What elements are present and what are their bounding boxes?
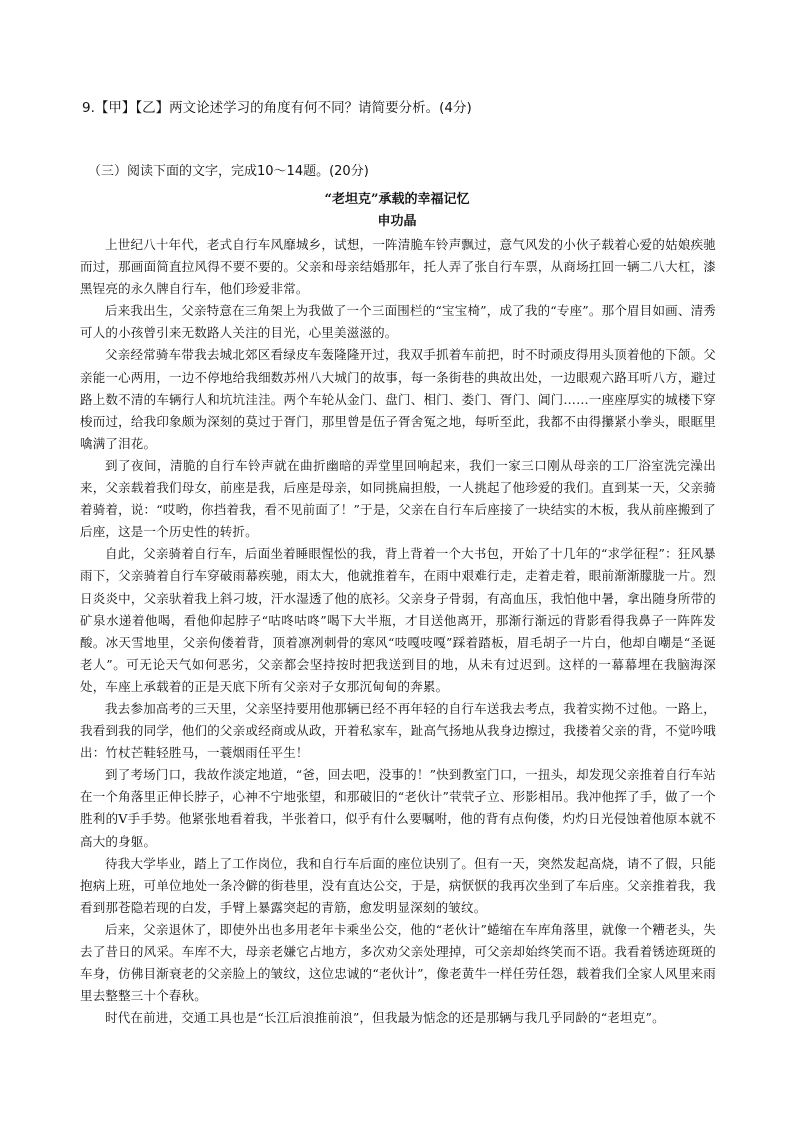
paragraph: 到了夜间，清脆的自行车铃声就在曲折幽暗的弄堂里回响起来，我们一家三口刚从母亲的工厂浴室洗完澡出来，父亲载着我们母女，前座是我，后座是母亲，如同挑扁担般，一人挑起了他珍爱的我们。直到某一天，父亲骑着骑着，说：“哎哟，你挡着我，看不见前面了！”于是，父亲在自行车后座接了一块结实的木板，我从前座搬到了后座，这是一个历史性的转折。 <box>80 457 716 540</box>
paragraph: 父亲经常骑车带我去城北郊区看绿皮车轰隆隆开过，我双手抓着车前把，时不时顽皮得用头顶着他的下颌。父亲能一心两用，一边不停地给我细数苏州八大城门的故事，每一条街巷的典故出处，一边眼观六路耳听八方，避过路上数不清的车辆行人和坑坑洼洼。两个车轮从金门、盘门、相门、娄门、胥门、阊门……一座座厚实的城楼下穿梭而过，给我印象颇为深刻的莫过于胥门，那里曾是伍子胥舍冤之地，每听至此，我都不由得攥紧小拳头，眼眶里噙满了泪花。 <box>80 347 716 451</box>
paragraph: 时代在前进，交通工具也是“长江后浪推前浪”，但我最为惦念的还是那辆与我几乎同龄的“老坦克”。 <box>105 1010 665 1026</box>
paragraph: 待我大学毕业，踏上了工作岗位，我和自行车后面的座位诀别了。但有一天，突然发起高烧，请不了假，只能抱病上班，可单位地处一条冷僻的街巷里，没有直达公交，于是，病恹恹的我再次坐到了车后座。父亲推着我，我看到那苍隐若现的白发，手臂上暴露突起的青筋，愈发明显深刻的皱纹。 <box>80 855 716 915</box>
section-heading: （三）阅读下面的文字，完成10～14题。(20分) <box>88 164 369 179</box>
paragraph: 上世纪八十年代，老式自行车风靡城乡，试想，一阵清脆车铃声飘过，意气风发的小伙子载着心爱的姑娘疾驰而过，那画面简直拉风得不要不要的。父亲和母亲结婚那年，托人弄了张自行车票，从商场扛回一辆二八大杠，漆黑锃亮的永久牌自行车，他们珍爱非常。 <box>80 237 716 297</box>
paragraph: 后来，父亲退休了，即使外出也多用老年卡乘坐公交，他的“老伙计”蜷缩在车库角落里，就像一个糟老头，失去了昔日的风采。车库不大，母亲老嫌它占地方，多次劝父亲处理掉，可父亲却始终笑而不语。我看着锈迹斑斑的车身，仿佛目渐衰老的父亲脸上的皱纹，这位忠诚的“老伙计”，像老黄牛一样任劳任怨，载着我们全家人风里来雨里去整整三十个春秋。 <box>80 921 716 1004</box>
question-9: 9.【甲】【乙】两文论述学习的角度有何不同？请简要分析。(4分) <box>82 100 472 116</box>
article-title: “老坦克”承载的幸福记忆 <box>324 192 470 207</box>
paragraph: 到了考场门口，我故作淡定地道，“爸，回去吧，没事的！”快到教室门口，一扭头，却发现父亲推着自行车站在一个角落里正伸长脖子，心神不宁地张望，和那破旧的“老伙计”茕茕孑立、形影相吊。我冲他挥了手，做了一个胜利的V手手势。他紧张地看着我，半张着口，似乎有什么要嘱咐，他的背有点佝偻，灼灼日光侵蚀着他原本就不高大的身躯。 <box>80 767 716 849</box>
paragraph: 后来我出生，父亲特意在三角架上为我做了一个三面围栏的“宝宝椅”，成了我的“专座”。那个眉目如画、清秀可人的小孩曾引来无数路人关注的目光，心里美滋滋的。 <box>80 303 716 341</box>
article-body <box>80 234 716 1029</box>
paragraph: 自此，父亲骑着自行车，后面坐着睡眼惺忪的我，背上背着一个大书包，开始了十几年的“求学征程”：狂风暴雨下，父亲骑着自行车穿破雨幕疾驰，雨太大，他就推着车，在雨中艰难行走，走着走着，眼前渐渐朦胧一片。烈日炎炎中，父亲驮着我上斜刁坡，汗水湿透了他的底衫。父亲身子骨弱，有高血压，我怕他中暑，拿出随身所带的矿泉水递着他喝，看他仰起脖子“咕咚咕咚”喝下大半瓶，才目送他离开，那渐行渐远的背影看得我鼻子一阵阵发酸。冰天雪地里，父亲佝偻着背，顶着凛冽刺骨的寒风“吱嘎吱嘎”踩着踏板，眉毛胡子一片白，他却自嘲是“圣诞老人”。可无论天气如何恶劣，父亲都会坚持按时把我送到目的地，从未有过迟到。这样的一幕幕埋在我脑海深处，车座上承载着的正是天底下所有父亲对子女那沉甸甸的奔累。 <box>80 546 716 694</box>
paragraph: 我去参加高考的三天里，父亲坚持要用他那辆已经不再年轻的自行车送我去考点，我着实拗不过他。一路上，我看到我的同学，他们的父亲或经商或从政，开着私家车，趾高气扬地从我身边擦过，我搂着父亲的背，不觉吟哦出：竹杖芒鞋轻胜马，一蓑烟雨任平生！ <box>80 700 716 761</box>
article-author: 申功晶 <box>377 214 417 229</box>
